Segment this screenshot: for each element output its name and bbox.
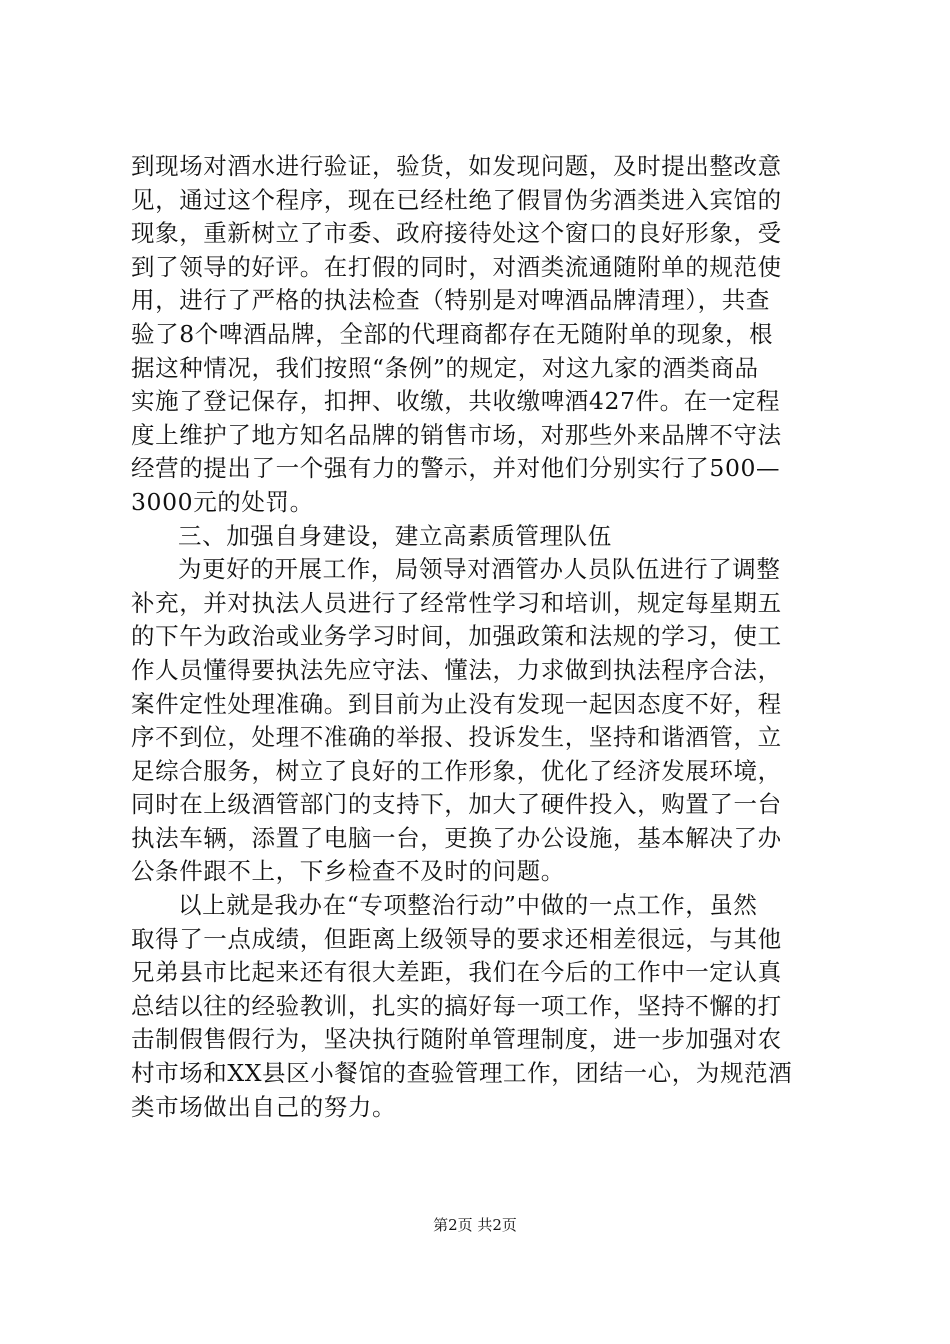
body-line: 到了领导的好评。在打假的同时，对酒类流通随附单的规范使 (131, 252, 782, 281)
body-line: 实施了登记保存，扣押、收缴，共收缴啤酒427件。在一定程 (131, 387, 781, 416)
body-line: 序不到位，处理不准确的举报、投诉发生，坚持和谐酒管，立 (131, 723, 782, 752)
body-line: 作人员懂得要执法先应守法、懂法，力求做到执法程序合法， (131, 655, 782, 684)
document-body (131, 150, 831, 1124)
body-line: 3000元的处罚。 (131, 487, 314, 516)
body-line: 总结以往的经验教训，扎实的搞好每一项工作，坚持不懈的打 (131, 991, 782, 1020)
body-line: 验了8个啤酒品牌，全部的代理商都存在无随附单的现象，根 (131, 319, 774, 348)
body-line: 补充，并对执法人员进行了经常性学习和培训，规定每星期五 (131, 588, 782, 617)
body-line: 足综合服务，树立了良好的工作形象，优化了经济发展环境， (131, 756, 782, 785)
body-line: 执法车辆，添置了电脑一台，更换了办公设施，基本解决了办 (131, 823, 782, 852)
body-line: 公条件跟不上，下乡检查不及时的问题。 (131, 857, 565, 886)
paragraph-first-line: 以上就是我办在“专项整治行动”中做的一点工作，虽然 (178, 891, 758, 920)
body-line: 用，进行了严格的执法检查（特别是对啤酒品牌清理），共查 (131, 286, 770, 315)
body-line: 的下午为政治或业务学习时间，加强政策和法规的学习，使工 (131, 622, 782, 651)
body-line: 经营的提出了一个强有力的警示，并对他们分别实行了500— (131, 454, 781, 483)
body-line: 案件定性处理准确。到目前为止没有发现一起因态度不好，程 (131, 689, 782, 718)
body-line: 据这种情况，我们按照“条例”的规定，对这九家的酒类商品 (131, 353, 759, 382)
body-line: 同时在上级酒管部门的支持下，加大了硬件投入，购置了一台 (131, 790, 782, 819)
body-line: 现象，重新树立了市委、政府接待处这个窗口的良好形象，受 (131, 219, 782, 248)
body-line: 击制假售假行为，坚决执行随附单管理制度，进一步加强对农 (131, 1025, 782, 1054)
page-footer (0, 1215, 950, 1235)
body-line: 兄弟县市比起来还有很大差距，我们在今后的工作中一定认真 (131, 958, 782, 987)
body-line: 类市场做出自己的努力。 (131, 1092, 397, 1121)
body-line: 取得了一点成绩，但距离上级领导的要求还相差很远，与其他 (131, 924, 782, 953)
paragraph-first-line: 为更好的开展工作，局领导对酒管办人员队伍进行了调整 (178, 555, 781, 584)
body-line: 度上维护了地方知名品牌的销售市场，对那些外来品牌不守法 (131, 420, 782, 449)
body-line: 村市场和XX县区小餐馆的查验管理工作，团结一心，为规范酒 (131, 1059, 793, 1088)
body-line: 到现场对酒水进行验证，验货，如发现问题，及时提出整改意 (131, 152, 782, 180)
section-heading: 三、加强自身建设，建立高素质管理队伍 (178, 521, 612, 550)
page-number-label: 第2页 共2页 (433, 1216, 517, 1234)
body-line: 见，通过这个程序，现在已经杜绝了假冒伪劣酒类进入宾馆的 (131, 185, 782, 214)
